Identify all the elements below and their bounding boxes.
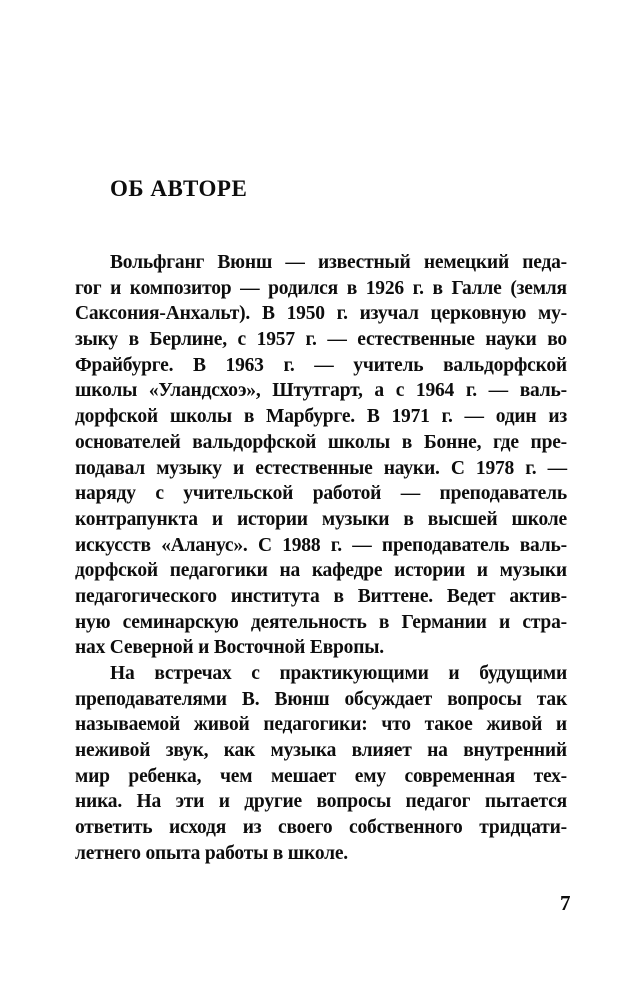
text-line: Вольфганг Вюнш — известный немецкий педа- <box>110 252 567 273</box>
text-line: ную семинарскую деятельность в Германии и стра- <box>75 611 567 633</box>
text-line: школы «Уландсхоэ», Штутгарт, а с 1964 г. — валь- <box>75 380 567 402</box>
text-line: основателей вальдорфской школы в Бонне, где пре- <box>75 431 567 453</box>
text-line: мир ребенка, чем мешает ему современная тех- <box>75 765 567 787</box>
text-line: называемой живой педагогики: что такое живой и <box>75 714 567 736</box>
body-text <box>75 250 567 867</box>
text-line: преподавателями В. Вюнш обсуждает вопросы так <box>75 688 567 710</box>
page-number: 7 <box>560 891 571 915</box>
text-line: ника. На эти и другие вопросы педагог пытается <box>75 791 567 813</box>
text-line: подавал музыку и естественные науки. С 1978 г. — <box>75 457 567 479</box>
text-line: Саксония-Анхальт). В 1950 г. изучал церковную му- <box>75 303 567 325</box>
text-line: контрапункта и истории музыки в высшей школе <box>75 508 567 530</box>
text-line: гог и композитор — родился в 1926 г. в Галле (земля <box>75 277 567 299</box>
text-line: нах Северной и Восточной Европы. <box>75 637 384 659</box>
text-line: неживой звук, как музыка влияет на внутренний <box>75 740 567 762</box>
text-line: педагогического института в Виттене. Ведет актив- <box>75 585 567 607</box>
text-line: дорфской школы в Марбурге. В 1971 г. — один из <box>75 406 567 428</box>
text-line: ответить исходя из своего собственного тридцати- <box>75 817 567 839</box>
text-line: Фрайбурге. В 1963 г. — учитель вальдорфской <box>75 354 567 376</box>
text-line: На встречах с практикующими и будущими <box>110 663 567 684</box>
text-line: наряду с учительской работой — преподаватель <box>75 483 567 505</box>
paragraph <box>75 661 567 867</box>
text-line: искусств «Аланус». С 1988 г. — преподаватель валь- <box>75 534 567 556</box>
text-line: летнего опыта работы в школе. <box>75 842 348 864</box>
paragraph <box>75 250 567 661</box>
text-line: зыку в Берлине, с 1957 г. — естественные науки во <box>75 329 567 351</box>
text-line: дорфской педагогики на кафедре истории и музыки <box>75 560 567 582</box>
section-heading: ОБ АВТОРЕ <box>110 176 248 201</box>
